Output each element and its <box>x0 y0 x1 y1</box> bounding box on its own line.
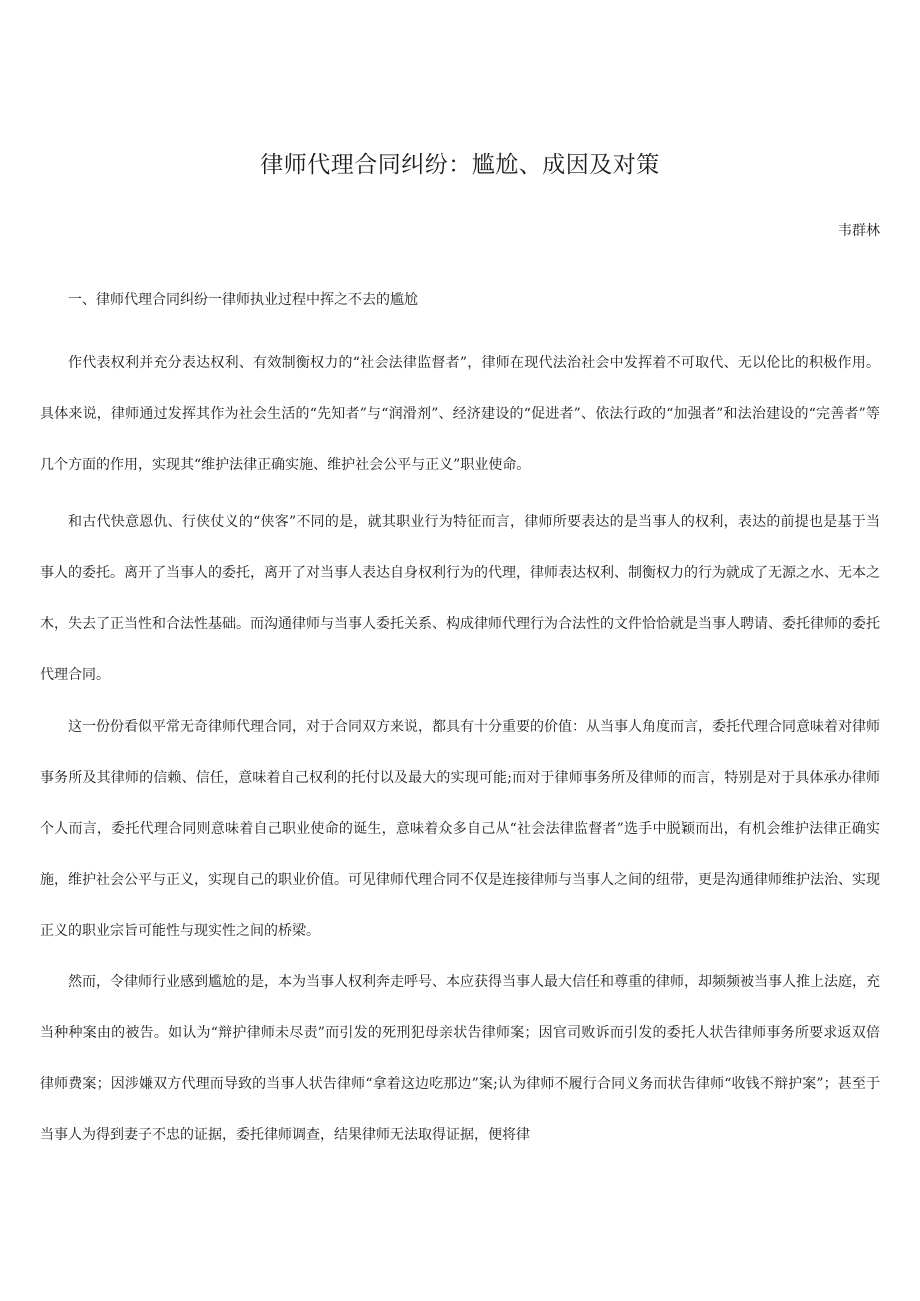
body-paragraph: 这一份份看似平常无奇律师代理合同，对于合同双方来说，都具有十分重要的价值：从当事人角度而言，委托代理合同意味着对律师事务所及其律师的信赖、信任，意味着自己权利的托付以及最大的实现可能;而对于律师事务所及律师的而言，特别是对于具体承办律师个人而言，委托代理合同则意味着自己职业使命的诞生，意味着众多自己从“社会法律监督者”选手中脱颖而出，有机会维护法律正确实施，维护社会公平与正义，实现自己的职业价值。可见律师代理合同不仅是连接律师与当事人之间的纽带，更是沟通律师维护法治、实现正义的职业宗旨可能性与现实性之间的桥梁。 <box>40 719 880 939</box>
author-name: 韦群林 <box>838 223 880 239</box>
section-heading: 一、律师代理合同纠纷一律师执业过程中挥之不去的尴尬 <box>68 292 418 308</box>
body-paragraph: 和古代快意恩仇、行侠仗义的“侠客”不同的是，就其职业行为特征而言，律师所要表达的是当事人的权利，表达的前提也是基于当事人的委托。离开了当事人的委托，离开了对当事人表达自身权利行为的代理，律师表达权利、制衡权力的行为就成了无源之水、无本之木，失去了正当性和合法性基础。而沟通律师与当事人委托关系、构成律师代理行为合法性的文件恰恰就是当事人聘请、委托律师的委托代理合同。 <box>40 514 880 683</box>
body-paragraph: 然而，令律师行业感到尴尬的是，本为当事人权利奔走呼号、本应获得当事人最大信任和尊重的律师，却频频被当事人推上法庭，充当种种案由的被告。如认为“辩护律师未尽责”而引发的死刑犯母亲状告律师案；因官司败诉而引发的委托人状告律师事务所要求返双倍律师费案；因涉嫌双方代理而导致的当事人状告律师“拿着这边吃那边”案;认为律师不履行合同义务而状告律师“收钱不辩护案”；甚至于当事人为得到妻子不忠的证据，委托律师调查，结果律师无法取得证据，便将律 <box>40 974 880 1143</box>
body-paragraph: 作代表权利并充分表达权利、有效制衡权力的“社会法律监督者”，律师在现代法治社会中发挥着不可取代、无以伦比的积极作用。具体来说，律师通过发挥其作为社会生活的“先知者”与“润滑剂”、经济建设的“促进者”、依法行政的“加强者”和法治建设的“完善者”等几个方面的作用，实现其“维护法律正确实施、维护社会公平与正义”职业使命。 <box>40 355 880 473</box>
document-title: 律师代理合同纠纷：尴尬、成因及对策 <box>260 152 660 178</box>
